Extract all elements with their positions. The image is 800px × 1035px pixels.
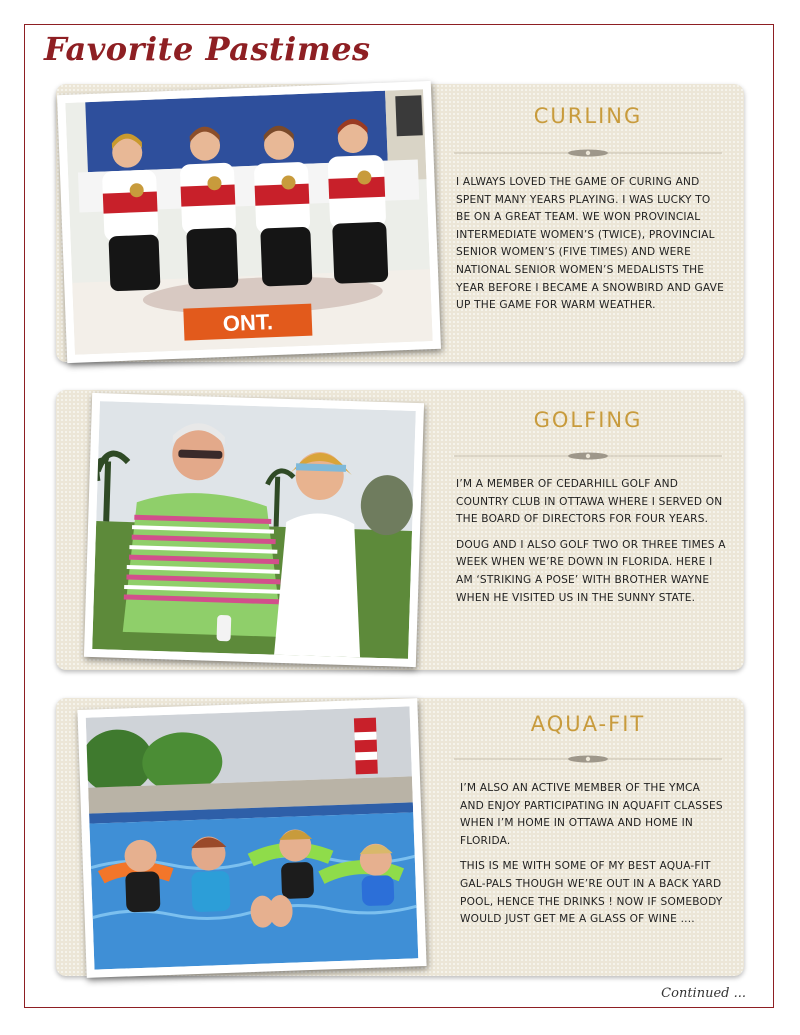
ornament-divider-icon <box>454 146 722 160</box>
page-title: Favorite Pastimes <box>44 30 371 68</box>
golfing-photo <box>84 393 424 667</box>
aquafit-heading: AQUA-FIT <box>530 712 646 736</box>
curling-paragraph: I ALWAYS LOVED THE GAME OF CURING AND SPENT MANY YEARS PLAYING. I WAS LUCKY TO BE ON A GREAT TEAM. WE WON PROVINCIAL INTERMEDIATE WOMEN’S (TWICE), PROVINCIAL SENIOR WOMEN’S (FIVE TIMES) AND WERE NATIONAL SENIOR WOMEN’S MEDALISTS THE YEAR BEFORE I BECAME A SNOWBIRD AND GAVE UP THE GAME FOR WARM WEATHER. <box>456 176 725 312</box>
curling-heading: CURLING <box>533 104 643 128</box>
golfing-paragraph-1: I’M A MEMBER OF CEDARHILL GOLF AND COUNTRY CLUB IN OTTAWA WHERE I SERVED ON THE BOARD OF DIRECTORS FOR FOUR YEARS. <box>456 478 723 526</box>
ornament-divider-icon <box>454 752 722 766</box>
golfing-paragraph-2: DOUG AND I ALSO GOLF TWO OR THREE TIMES A WEEK WHEN WE’RE DOWN IN FLORIDA. HERE I AM ‘STRIKING A POSE’ WITH BROTHER WAYNE WHEN HE VISITED US IN THE SUNNY STATE. <box>456 538 726 604</box>
ornament-divider-icon <box>454 449 722 463</box>
aquafit-paragraph-2: THIS IS ME WITH SOME OF MY BEST AQUA-FIT GAL-PALS THOUGH WE’RE OUT IN A BACK YARD POOL, HENCE THE DRINKS ! NOW IF SOMEBODY WOULD JUST GET ME A GLASS OF WINE .... <box>460 860 723 926</box>
curling-photo <box>57 81 441 363</box>
aquafit-text <box>460 780 726 937</box>
golfing-heading: GOLFING <box>533 408 643 432</box>
golfing-text <box>456 476 726 615</box>
aquafit-paragraph-1: I’M ALSO AN ACTIVE MEMBER OF THE YMCA AND ENJOY PARTICIPATING IN AQUAFIT CLASSES WHEN I’M HOME IN OTTAWA AND HOME IN FLORIDA. <box>460 782 723 847</box>
continued-note: Continued ... <box>661 986 746 1001</box>
aquafit-photo <box>77 698 426 978</box>
curling-text <box>456 174 726 323</box>
ont-sign-text: ONT. <box>222 309 274 337</box>
